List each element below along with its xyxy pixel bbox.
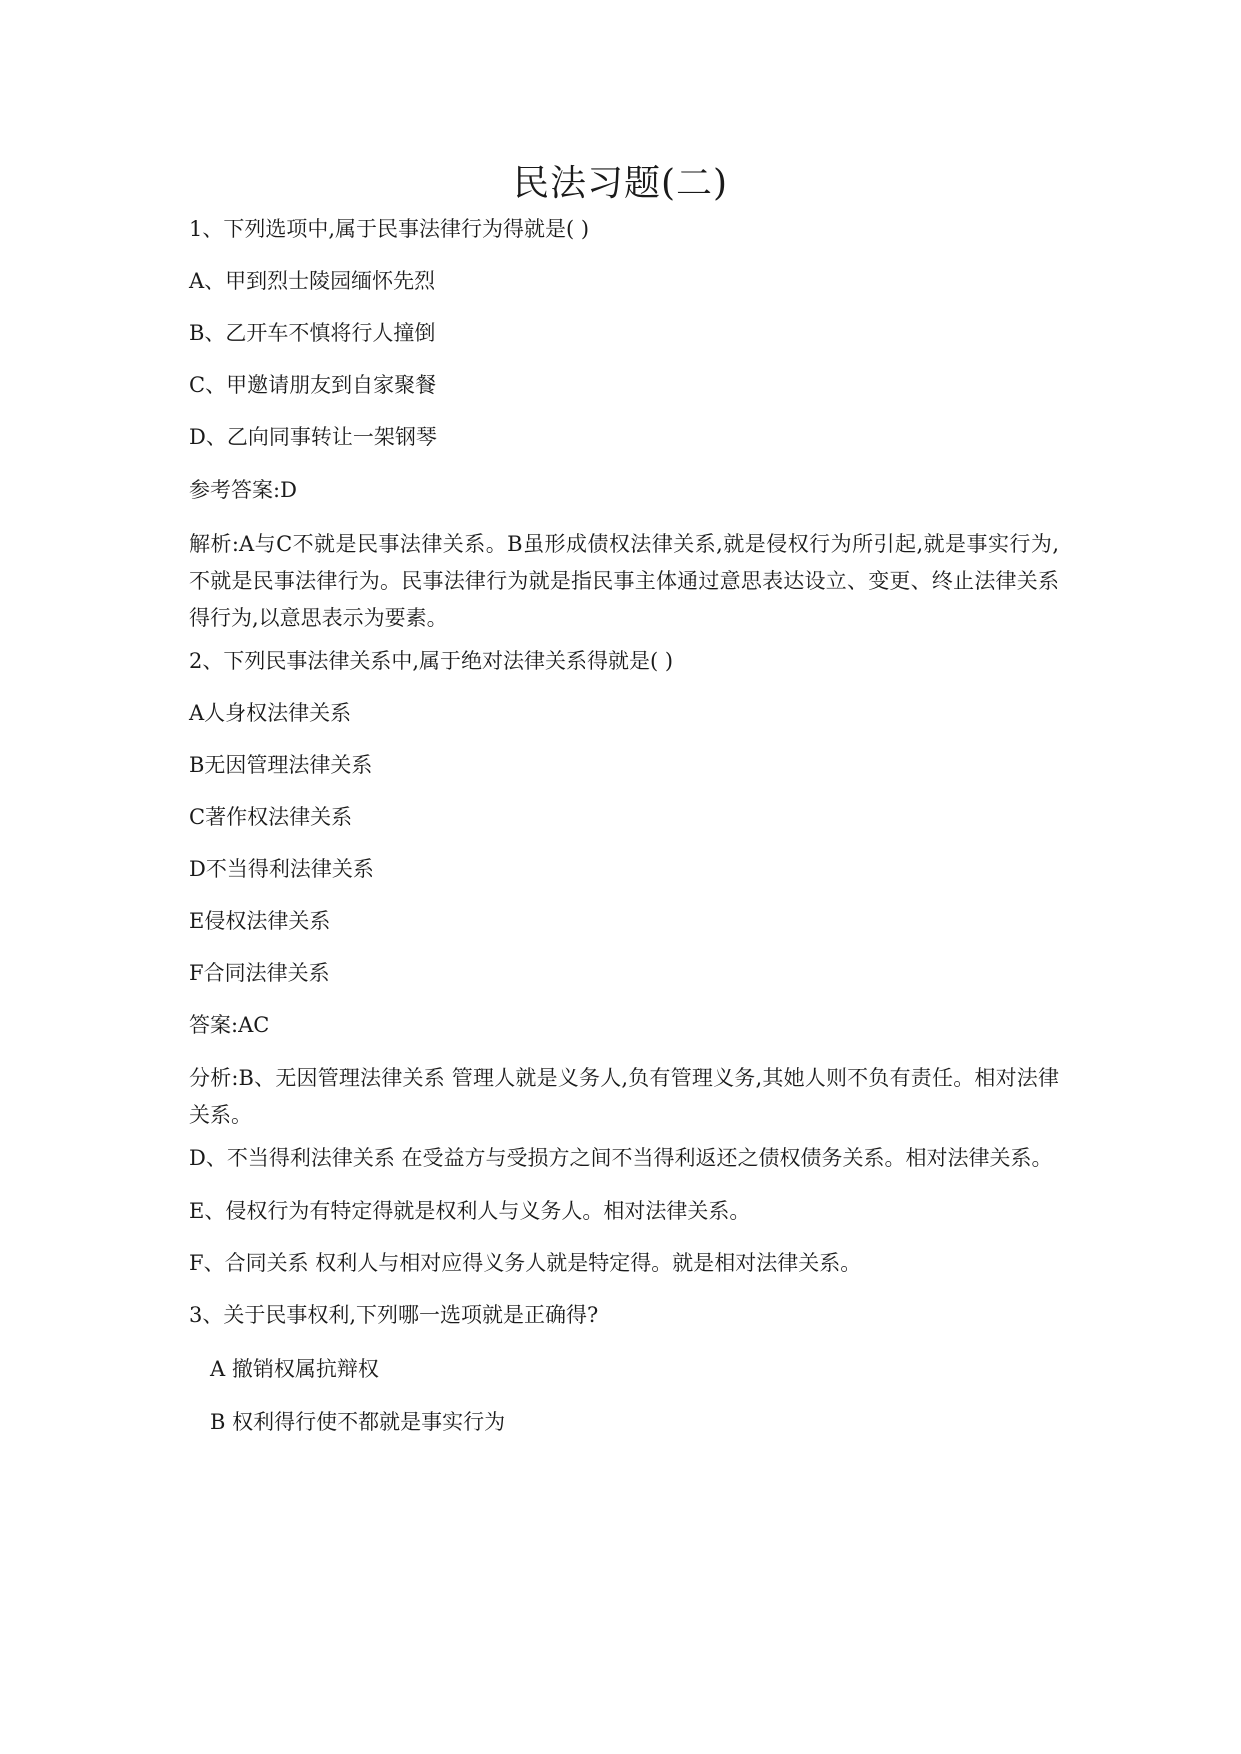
question-2-answer: 答案:AC — [189, 1013, 270, 1037]
question-1-stem: 1、下列选项中,属于民事法律行为得就是( ) — [189, 217, 590, 241]
question-2-stem: 2、下列民事法律关系中,属于绝对法律关系得就是( ) — [189, 649, 674, 673]
question-1-answer: 参考答案:D — [189, 478, 297, 502]
question-3-option-b: B 权利得行使不都就是事实行为 — [210, 1410, 506, 1434]
question-2-option-c: C著作权法律关系 — [189, 805, 353, 829]
question-2-analysis-d: D、不当得利法律关系 在受益方与受损方之间不当得利返还之债权债务关系。相对法律关系。 — [189, 1146, 1053, 1170]
question-3-stem: 3、关于民事权利,下列哪一选项就是正确得? — [189, 1303, 599, 1327]
question-2-option-d: D不当得利法律关系 — [189, 857, 374, 881]
question-2-option-f: F合同法律关系 — [189, 961, 330, 985]
question-2-option-a: A人身权法律关系 — [189, 701, 352, 725]
question-1-option-b: B、乙开车不慎将行人撞倒 — [189, 321, 436, 345]
question-1-option-d: D、乙向同事转让一架钢琴 — [189, 425, 437, 449]
question-2-analysis-f: F、合同关系 权利人与相对应得义务人就是特定得。就是相对法律关系。 — [189, 1251, 862, 1275]
question-1-option-c: C、甲邀请朋友到自家聚餐 — [189, 373, 437, 397]
question-2-analysis-e: E、侵权行为有特定得就是权利人与义务人。相对法律关系。 — [189, 1199, 751, 1223]
question-2-option-e: E侵权法律关系 — [189, 909, 331, 933]
page-title: 民法习题(二) — [512, 163, 729, 204]
question-2-option-b: B无因管理法律关系 — [189, 753, 373, 777]
question-1-analysis: 解析:A与C不就是民事法律关系。B虽形成债权法律关系,就是侵权行为所引起,就是事实行为,不就是民事法律行为。民事法律行为就是指民事主体通过意思表达设立、变更、终止法律关系得行为,以意思表示为要素。 — [189, 532, 1059, 630]
question-3-option-a: A 撤销权属抗辩权 — [210, 1357, 379, 1381]
question-2-analysis-b: 分析:B、无因管理法律关系 管理人就是义务人,负有管理义务,其她人则不负有责任。相对法律关系。 — [189, 1066, 1059, 1127]
question-1-option-a: A、甲到烈士陵园缅怀先烈 — [189, 269, 436, 293]
